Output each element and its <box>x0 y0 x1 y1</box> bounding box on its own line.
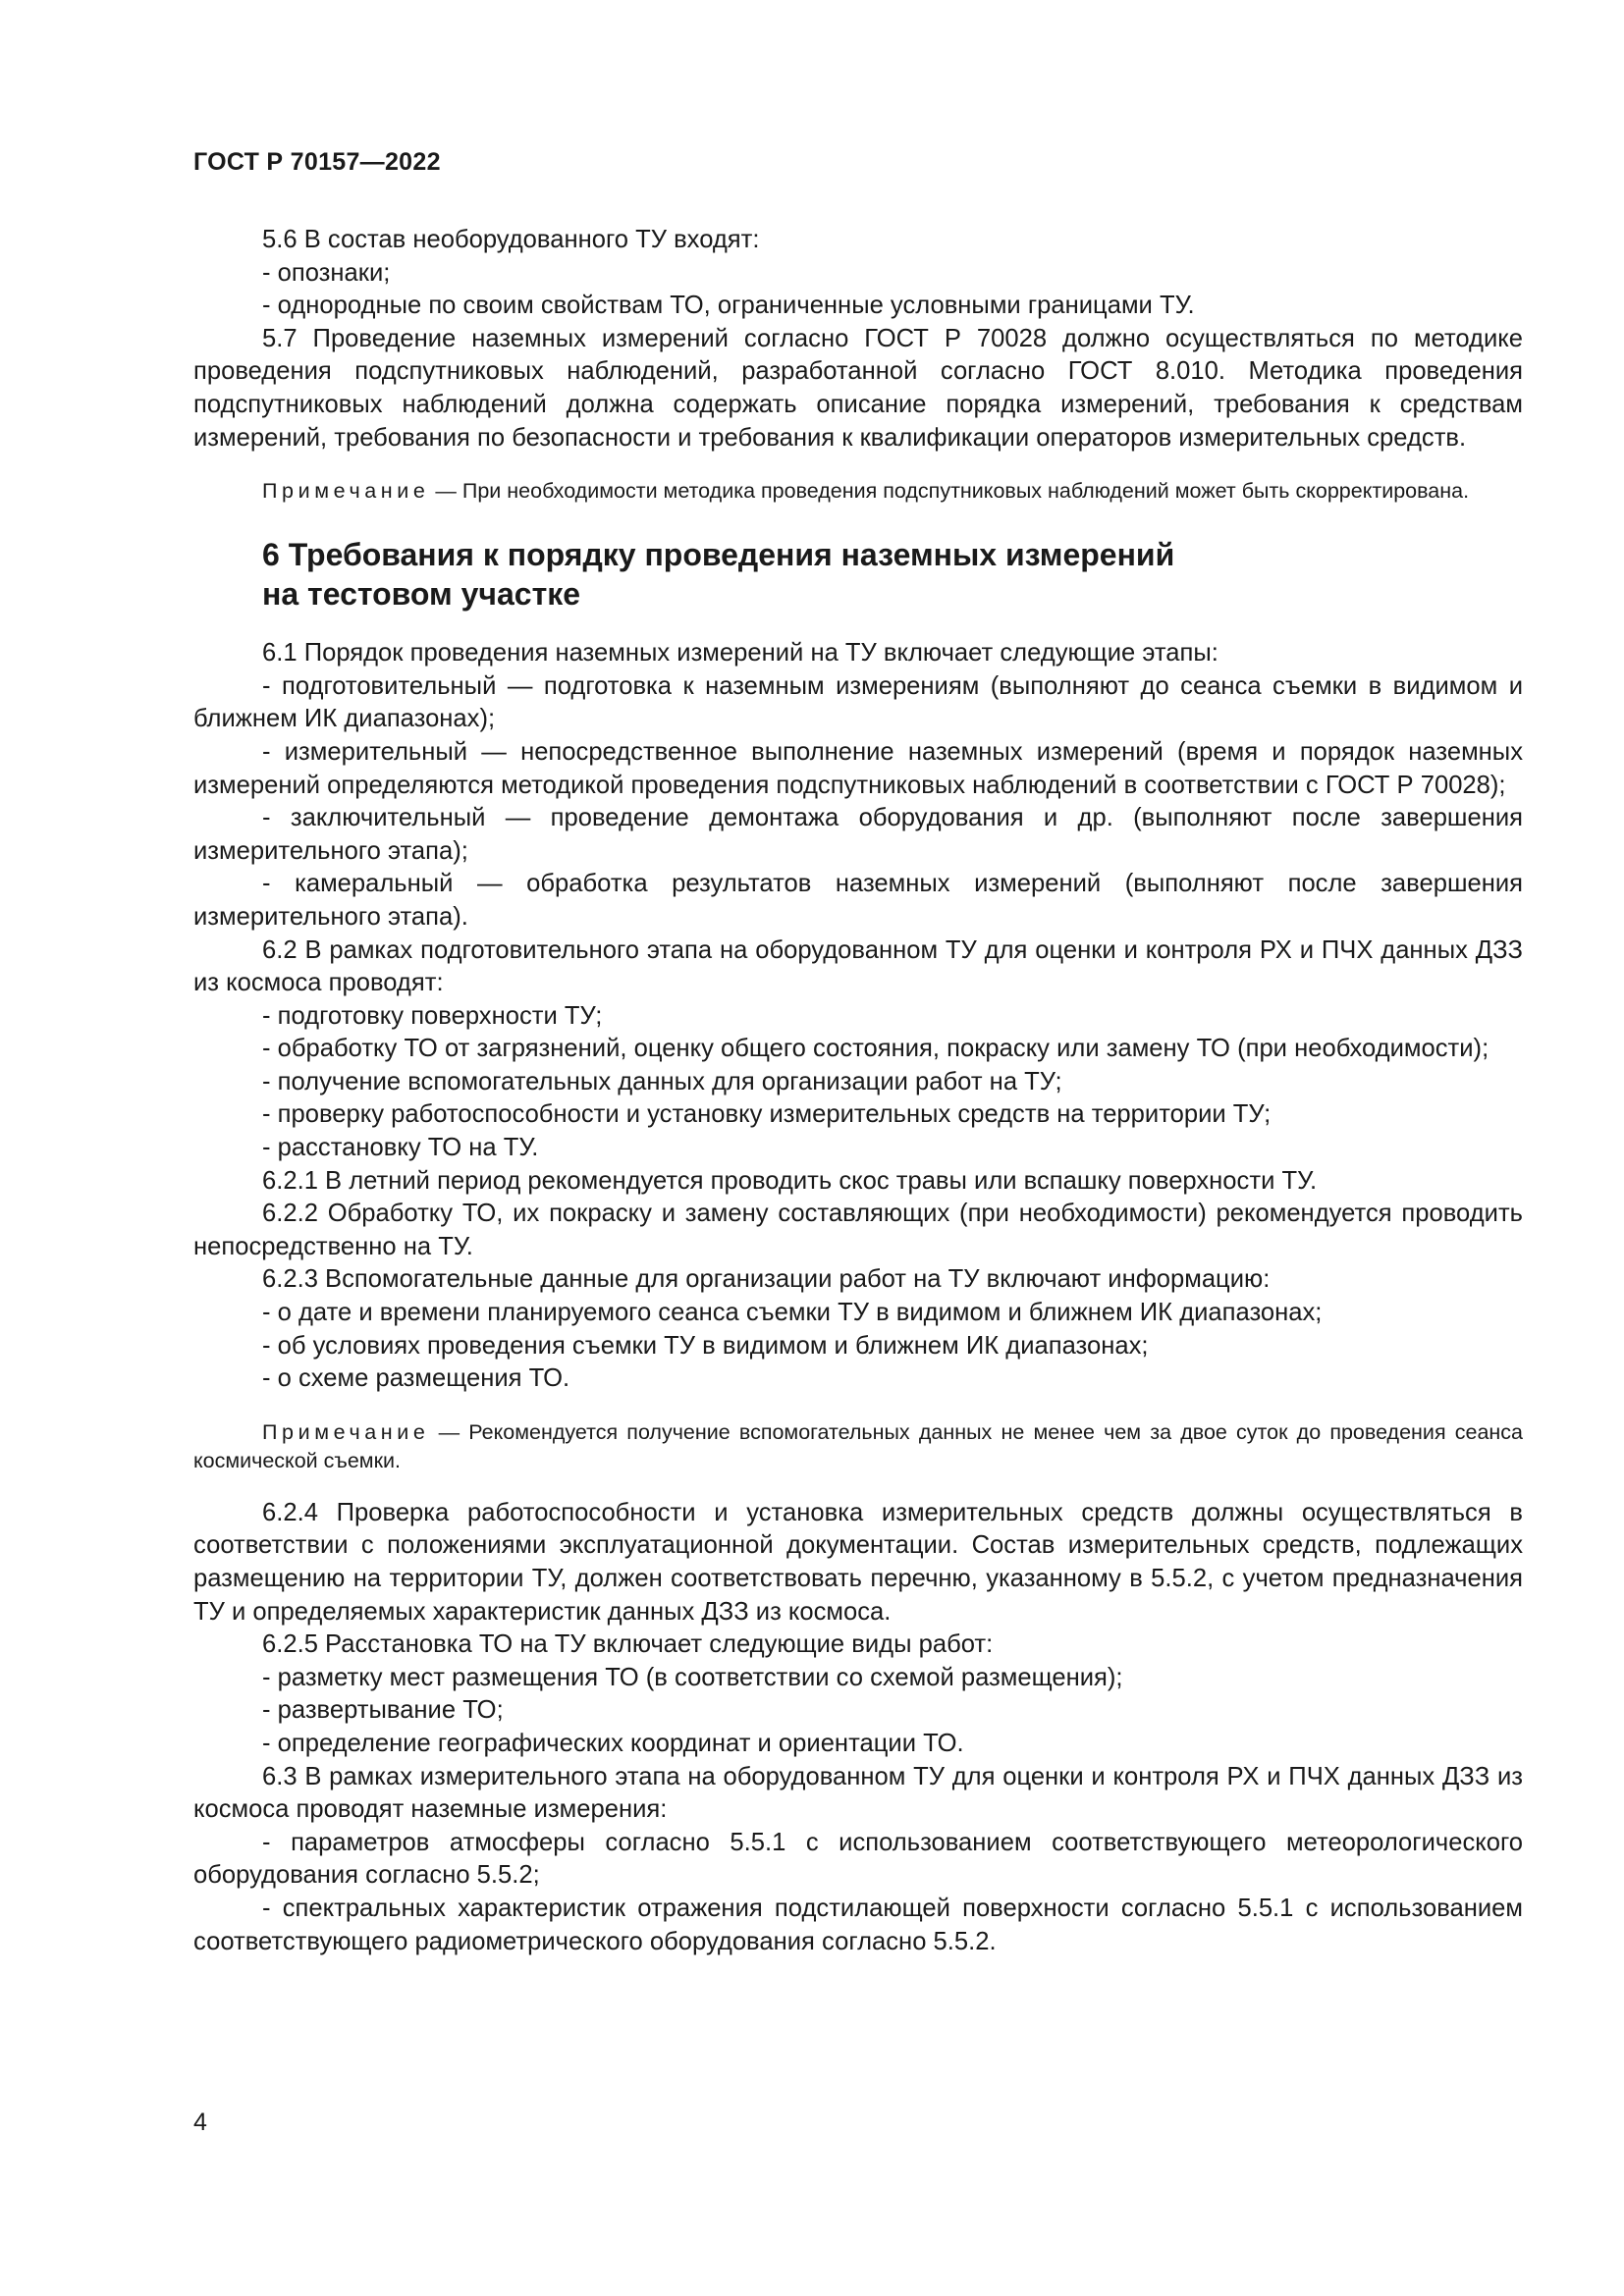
document-body <box>193 224 1523 1958</box>
list-item: - заключительный — проведение демонтажа оборудования и др. (выполняют после завершения измерительного этапа); <box>193 804 1523 865</box>
note-text: — При необходимости методика проведения подспутниковых наблюдений может быть скорректирована. <box>429 479 1470 504</box>
heading-line: 6 Требования к порядку проведения наземных измерений <box>262 537 1175 573</box>
list-item: - об условиях проведения съемки ТУ в видимом и ближнем ИК диапазонах; <box>262 1331 1149 1360</box>
paragraph-6-2: 6.2 В рамках подготовительного этапа на оборудованном ТУ для оценки и контроля РХ и ПЧХ данных ДЗЗ из космоса проводят: <box>193 935 1523 997</box>
list-item: - проверку работоспособности и установку измерительных средств на территории ТУ; <box>262 1100 1272 1129</box>
note-label: Примечание <box>262 479 430 504</box>
note-text: — Рекомендуется получение вспомогательных данных не менее чем за двое суток до проведения сеанса космической съемки. <box>193 1419 1523 1472</box>
list-item: - параметров атмосферы согласно 5.5.1 с использованием соответствующего метеорологического оборудования согласно 5.5.2; <box>193 1828 1523 1890</box>
heading-line: на тестовом участке <box>262 576 581 613</box>
list-item: - подготовительный — подготовка к наземным измерениям (выполняют до сеанса съемки в видимом и ближнем ИК диапазонах); <box>193 671 1523 733</box>
paragraph-5-7: 5.7 Проведение наземных измерений согласно ГОСТ Р 70028 должно осуществляться по методике проведения подспутниковых наблюдений, разработанной согласно ГОСТ 8.010. Методика проведения подспутниковых наблюдений должна содержать описание порядка измерений, требования к средствам измерений, требования по безопасности и требования к квалификации операторов измерительных средств. <box>193 324 1523 452</box>
list-item: - обработку ТО от загрязнений, оценку общего состояния, покраску или замену ТО (при необходимости); <box>262 1035 1489 1063</box>
document-header: ГОСТ Р 70157—2022 <box>193 148 441 176</box>
paragraph-6-2-2: 6.2.2 Обработку ТО, их покраску и замену составляющих (при необходимости) рекомендуется проводить непосредственно на ТУ. <box>193 1200 1523 1260</box>
list-item: - однородные по своим свойствам ТО, ограниченные условными границами ТУ. <box>262 292 1195 320</box>
list-item: - спектральных характеристик отражения подстилающей поверхности согласно 5.5.1 с использованием соответствующего радиометрического оборудования согласно 5.5.2. <box>193 1894 1523 1955</box>
list-item: - разметку мест размещения ТО (в соответствии со схемой размещения); <box>262 1663 1123 1691</box>
list-item: - подготовку поверхности ТУ; <box>262 1001 603 1030</box>
list-item: - определение географических координат и ориентации ТО. <box>262 1729 964 1757</box>
paragraph-6-2-5: 6.2.5 Расстановка ТО на ТУ включает следующие виды работ: <box>262 1630 994 1659</box>
list-item: - расстановку ТО на ТУ. <box>262 1134 539 1162</box>
paragraph-6-3: 6.3 В рамках измерительного этапа на оборудованном ТУ для оценки и контроля РХ и ПЧХ данных ДЗЗ из космоса проводят наземные измерения: <box>193 1762 1523 1824</box>
paragraph-6-2-4: 6.2.4 Проверка работоспособности и установка измерительных средств должны осуществляться в соответствии с положениями эксплуатационной документации. Состав измерительных средств, подлежащих размещению на территории ТУ, должен соответствовать перечню, указанному в 5.5.2, с учетом предназначения ТУ и определяемых характеристик данных ДЗЗ из космоса. <box>193 1498 1523 1626</box>
page-number: 4 <box>193 2109 207 2136</box>
note-2 <box>193 1418 1523 1475</box>
section-6-heading <box>262 535 1523 614</box>
list-item: - о схеме размещения ТО. <box>262 1364 570 1393</box>
list-item: - измерительный — непосредственное выполнение наземных измерений (время и порядок наземных измерений определяются методикой проведения подспутниковых наблюдений в соответствии с ГОСТ Р 70028); <box>193 737 1523 799</box>
note-1 <box>193 477 1523 506</box>
paragraph-6-2-3: 6.2.3 Вспомогательные данные для организации работ на ТУ включают информацию: <box>262 1265 1271 1294</box>
list-item: - камеральный — обработка результатов наземных измерений (выполняют после завершения измерительного этапа). <box>193 870 1523 931</box>
note-label: Примечание <box>262 1419 430 1444</box>
list-item: - развертывание ТО; <box>262 1696 504 1725</box>
paragraph-6-2-1: 6.2.1 В летний период рекомендуется проводить скос травы или вспашку поверхности ТУ. <box>262 1166 1318 1195</box>
paragraph-6-1: 6.1 Порядок проведения наземных измерений на ТУ включает следующие этапы: <box>262 639 1218 667</box>
list-item: - получение вспомогательных данных для организации работ на ТУ; <box>262 1067 1062 1095</box>
list-item: - опознаки; <box>262 258 391 287</box>
paragraph-5-6: 5.6 В состав необорудованного ТУ входят: <box>262 226 760 253</box>
list-item: - о дате и времени планируемого сеанса съемки ТУ в видимом и ближнем ИК диапазонах; <box>262 1299 1323 1327</box>
